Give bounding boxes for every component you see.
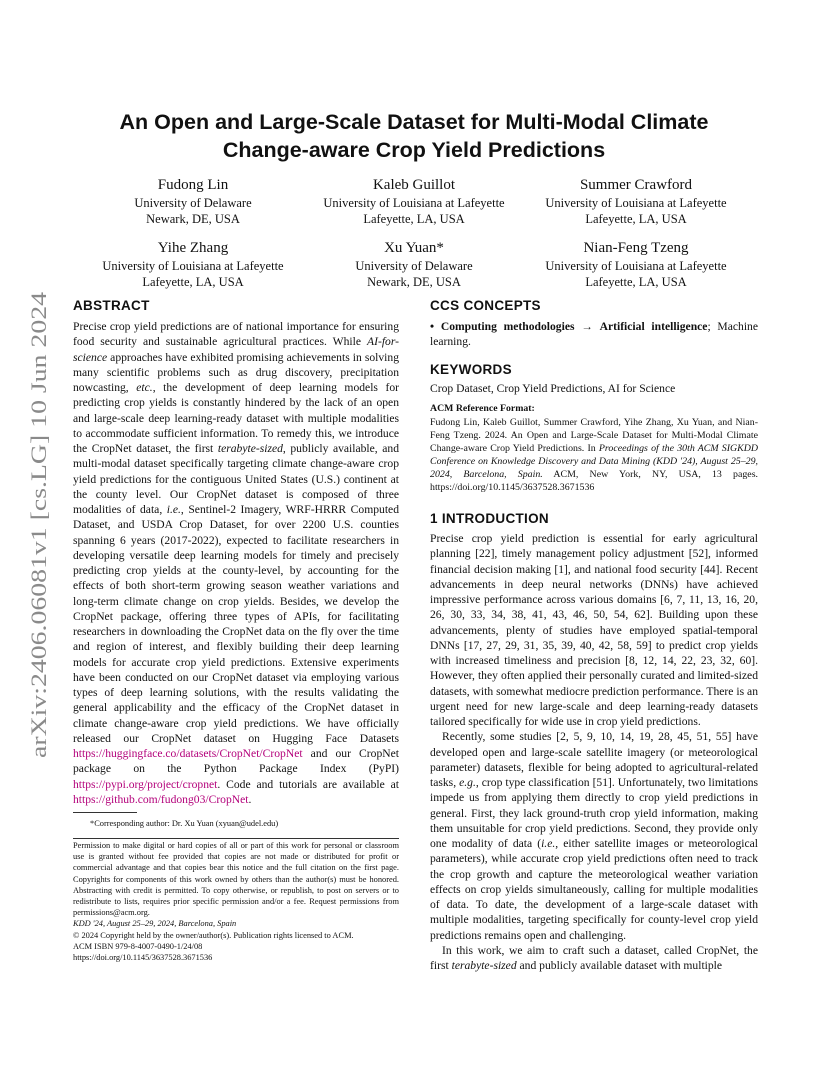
author-affiliation: University of Louisiana at Lafeyette xyxy=(545,196,727,210)
intro-paragraph-2 xyxy=(430,729,758,943)
author-name: Kaleb Guillot xyxy=(372,177,456,193)
author-block xyxy=(294,238,534,290)
author-name: Summer Crawford xyxy=(579,177,693,193)
intro-emphasis: i.e. xyxy=(541,837,556,850)
abstract-text: approaches have exhibited promising achievements in solving many scientific problems such as drug discovery, precipitation nowcasting, xyxy=(73,350,399,394)
abstract-text: . xyxy=(248,792,252,806)
acm-ref-proceedings: Proceedings of the 30th ACM SIGKDD Conference on Knowledge Discovery and Data Mining (KDD '24), August 25–29, 2024, Barcelona, Spain. xyxy=(430,443,759,480)
author-location: Newark, DE, USA xyxy=(367,275,461,289)
huggingface-link[interactable]: https://huggingface.co/datasets/CropNet/CropNet xyxy=(73,747,303,760)
isbn-line: ACM ISBN 979-8-4007-0490-1/24/08 xyxy=(73,941,203,951)
intro-text: and publicly available dataset with multiple xyxy=(516,959,723,972)
author-affiliation: University of Delaware xyxy=(134,196,252,210)
pypi-link[interactable]: https://pypi.org/project/cropnet xyxy=(73,777,218,791)
abstract-text: , the development of deep learning models for predicting crop yields is constantly hindered by the lack of an open and large-scale deep learning-ready dataset with multiple modalities to accommodate sufficient information. To remedy this, we introduce the CropNet dataset, the first xyxy=(73,381,399,455)
author-block xyxy=(73,175,313,227)
abstract-emphasis: etc. xyxy=(136,381,153,394)
abstract-text: Precise crop yield predictions are of national importance for ensuring food security and sustainable agricultural practices. While xyxy=(73,320,399,349)
author-location: Lafeyette, LA, USA xyxy=(142,275,244,289)
intro-text: Recently, some studies [2, 5, 9, 10, 14, 19, 28, 45, 51, 55] have developed open and large-scale satellite imagery (or meteorological parameter) datasets, flexible for being adopted to agricultural-related tasks, xyxy=(430,730,758,789)
keywords-text: Crop Dataset, Crop Yield Predictions, AI for Science xyxy=(430,382,676,395)
author-location: Lafeyette, LA, USA xyxy=(363,212,465,226)
abstract-emphasis: AI-for-science xyxy=(73,335,399,364)
acm-ref-heading: ACM Reference Format: xyxy=(430,403,535,414)
abstract-heading: ABSTRACT xyxy=(73,298,150,313)
author-name: Yihe Zhang xyxy=(157,240,229,256)
author-location: Newark, DE, USA xyxy=(146,212,240,226)
author-block xyxy=(294,175,534,227)
keywords-heading: KEYWORDS xyxy=(430,362,512,377)
abstract-emphasis: terabyte-sized xyxy=(217,442,283,455)
acm-ref-text: Fudong Lin, Kaleb Guillot, Summer Crawford, Yihe Zhang, Xu Yuan, and Nian-Feng Tzeng. 2024. An Open and Large-Scale Dataset for Multi-Modal Climate Change-aware Crop Yield Predictions. In xyxy=(430,417,758,454)
ccs-heading: CCS CONCEPTS xyxy=(430,298,541,313)
introduction-heading: 1 INTRODUCTION xyxy=(430,511,549,526)
abstract-text: . Code and tutorials are available at xyxy=(217,777,399,791)
permission-rule xyxy=(73,838,399,839)
intro-text: , crop type classification [51]. Unfortunately, two limitations impede us from applying them directly to crop yield predictions in general. First, they lack ground-truth crop yield information, making them unsuitable for crop yield predictions. Second, they provide only one modality of data ( xyxy=(430,776,759,850)
title-line-2: Change-aware Crop Yield Predictions xyxy=(222,138,606,162)
copyright-line: © 2024 Copyright held by the owner/author(s). Publication rights licensed to ACM. xyxy=(73,930,354,940)
ccs-concept-item: . xyxy=(468,335,471,349)
permission-text: Permission to make digital or hard copies of all or part of this work for personal or classroom use is granted without fee provided that copies are not made or distributed for profit or commercial advantage and that copies bear this notice and the full citation on the first page. Copyrights for components of this work owned by others than the author(s) must be honored. Abstracting with credit is permitted. To copy otherwise, or republish, to post on servers or to redistribute to lists, requires prior specific permission and/or a fee. Request permissions from permissions@acm.org. xyxy=(73,841,399,918)
github-link[interactable]: https://github.com/fudong03/CropNet xyxy=(73,792,249,806)
abstract-emphasis: i.e. xyxy=(166,503,181,516)
ccs-concept-item: • Computing methodologies xyxy=(430,320,575,333)
ccs-concepts xyxy=(430,319,758,350)
ccs-concept-item: ; Machine learning xyxy=(430,320,758,349)
author-block xyxy=(516,175,756,227)
author-name: Fudong Lin xyxy=(157,177,229,193)
corresponding-author-footnote: *Corresponding author: Dr. Xu Yuan (xyuan@udel.edu) xyxy=(90,819,279,828)
intro-text: In this work, we aim to craft such a dataset, called CropNet, the first xyxy=(430,943,758,972)
author-affiliation: University of Louisiana at Lafeyette xyxy=(102,259,284,273)
intro-emphasis: terabyte-sized xyxy=(451,959,517,972)
introduction-body xyxy=(430,531,758,973)
intro-emphasis: e.g. xyxy=(459,776,476,789)
conference-line: KDD '24, August 25–29, 2024, Barcelona, Spain xyxy=(73,919,237,929)
abstract-text: , Sentinel-2 Imagery, WRF-HRRR Computed Dataset, and USDA Crop Dataset, for over 2200 U.S. counties spanning 6 years (2017-2022), expected to facilitate researchers in developing versatile deep learning models for timely and precisely predicting crop yields at the county-level, by accounting for the effects of both short-term growing season weather variations and long-term climate change on crop yields. Besides, we develop the CropNet package, offering three types of APIs, for facilitating researchers in downloading the CropNet data on the fly over the time and region of interest, and flexibly building their deep learning models for accurate crop yield predictions. Extensive experiments have been conducted on our CropNet dataset via employing various types of deep learning solutions, with the results validating the general applicability and the efficacy of the CropNet dataset in climate change-aware crop yield predictions. We have officially released our CropNet dataset on Hugging Face Datasets xyxy=(73,503,399,745)
abstract-text: and our CropNet package on the Python Package Index (PyPI) xyxy=(73,747,399,776)
paper-title xyxy=(70,108,758,164)
title-line-1: An Open and Large-Scale Dataset for Multi-Modal Climate xyxy=(119,110,709,134)
doi-line[interactable]: https://doi.org/10.1145/3637528.3671536 xyxy=(73,953,213,963)
author-block xyxy=(516,238,756,290)
intro-paragraph-1: Precise crop yield prediction is essential for early agricultural planning [22], timely management policy adjustment [52], informed financial decision making [1], and national food security [44]. Recent advancements in deep neural networks (DNNs) have achieved impressive performance across various domains [6, 7, 11, 13, 16, 20, 26, 30, 33, 34, 38, 41, 43, 46, 50, 54, 62]. Building upon these advancements, plenty of studies have employed spatial-temporal DNNs [17, 27, 29, 31, 35, 39, 40, 42, 58, 59] to predict crop yields with increased timeliness and precision [8, 12, 14, 22, 23, 32, 60]. However, they often applied their personally curated and limited-sized datasets, with somewhat mediocre prediction performance. There is an urgent need for new large-scale and deep learning-ready datasets tailored specifically for wide use in crop yield predictions. xyxy=(430,532,758,728)
footnote-rule xyxy=(73,812,137,813)
intro-paragraph-3 xyxy=(430,943,758,974)
author-affiliation: University of Delaware xyxy=(355,259,473,273)
author-name: Xu Yuan* xyxy=(384,240,444,256)
arxiv-identifier xyxy=(22,290,54,760)
abstract-body xyxy=(73,319,399,807)
intro-text: , either satellite images or meteorological parameters), while accurate crop yield predictions often need to track the crop growth and capture the meteorological weather variation effects on crop yields simultaneously, calling for multiple modalities of data. To date, the development of a large-scale dataset with multiple modalities, targeting specifically for county-level crop yield predictions remains open and challenging. xyxy=(430,837,758,942)
author-block xyxy=(73,238,313,290)
author-affiliation: University of Louisiana at Lafeyette xyxy=(545,259,727,273)
acm-reference xyxy=(430,416,758,494)
abstract-text: , publicly available, and multi-modal dataset specifically targeting climate change-aware crop yield predictions for the contiguous United States (U.S.) continent at the county level. Our CropNet dataset is composed of three modalities of data, xyxy=(73,442,399,516)
ccs-arrow: → xyxy=(574,320,600,333)
author-name: Nian-Feng Tzeng xyxy=(583,240,689,256)
author-location: Lafeyette, LA, USA xyxy=(585,275,687,289)
permission-block xyxy=(73,840,399,963)
author-affiliation: University of Louisiana at Lafeyette xyxy=(323,196,505,210)
acm-ref-text: ACM, New York, NY, USA, 13 pages. https://doi.org/10.1145/3637528.3671536 xyxy=(430,469,759,493)
arxiv-identifier-text: arXiv:2406.06081v1 [cs.LG] 10 Jun 2024 xyxy=(26,380,51,758)
author-location: Lafeyette, LA, USA xyxy=(585,212,687,226)
ccs-concept-item: Artificial intelligence xyxy=(599,320,708,333)
